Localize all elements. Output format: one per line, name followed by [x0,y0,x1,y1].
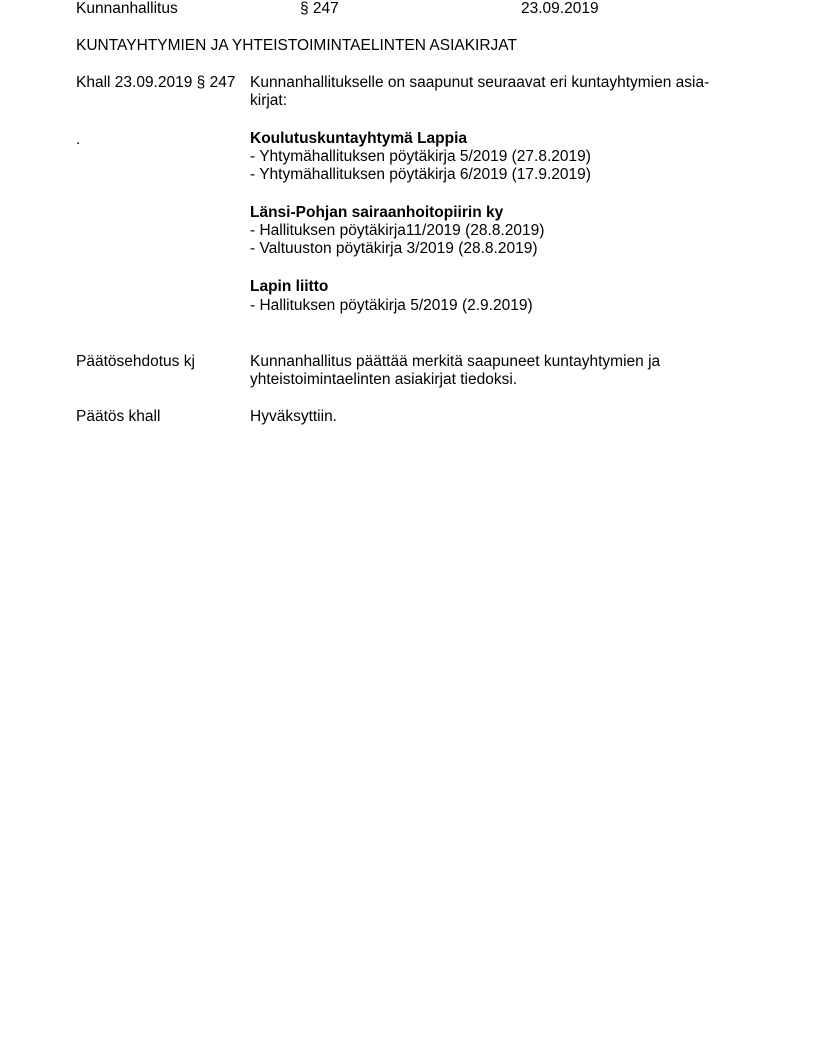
group-item: - Yhtymähallituksen pöytäkirja 6/2019 (17.9.2019) [250,166,591,183]
group-name: Länsi-Pohjan sairaanhoitopiirin ky [250,204,504,221]
proposal-line-2: yhteistoimintaelinten asiakirjat tiedoksi. [250,371,518,388]
decision-text: Hyväksyttiin. [250,408,337,425]
proposal-line-1: Kunnanhallitus päättää merkitä saapuneet kuntayhtymien ja [250,353,661,370]
group-item: - Hallituksen pöytäkirja11/2019 (28.8.2019) [250,222,545,239]
header-section: § 247 [300,0,339,17]
intro-line-2: kirjat: [250,92,288,109]
group-item: - Hallituksen pöytäkirja 5/2019 (2.9.2019) [250,297,533,314]
intro-label: Khall 23.09.2019 § 247 [76,74,236,91]
intro-line-1: Kunnanhallitukselle on saapunut seuraavat eri kuntayhtymien asia- [250,74,710,91]
header-date: 23.09.2019 [521,0,599,17]
dot-marker: . [76,131,81,148]
group-item: - Valtuuston pöytäkirja 3/2019 (28.8.2019) [250,240,538,257]
group-name: Koulutuskuntayhtymä Lappia [250,130,468,147]
proposal-label: Päätösehdotus kj [76,353,195,370]
document-title: KUNTAYHTYMIEN JA YHTEISTOIMINTAELINTEN ASIAKIRJAT [76,37,517,54]
group-name: Lapin liitto [250,278,329,295]
group-item: - Yhtymähallituksen pöytäkirja 5/2019 (27.8.2019) [250,148,591,165]
decision-label: Päätös khall [76,408,161,425]
header-organ: Kunnanhallitus [76,0,178,17]
